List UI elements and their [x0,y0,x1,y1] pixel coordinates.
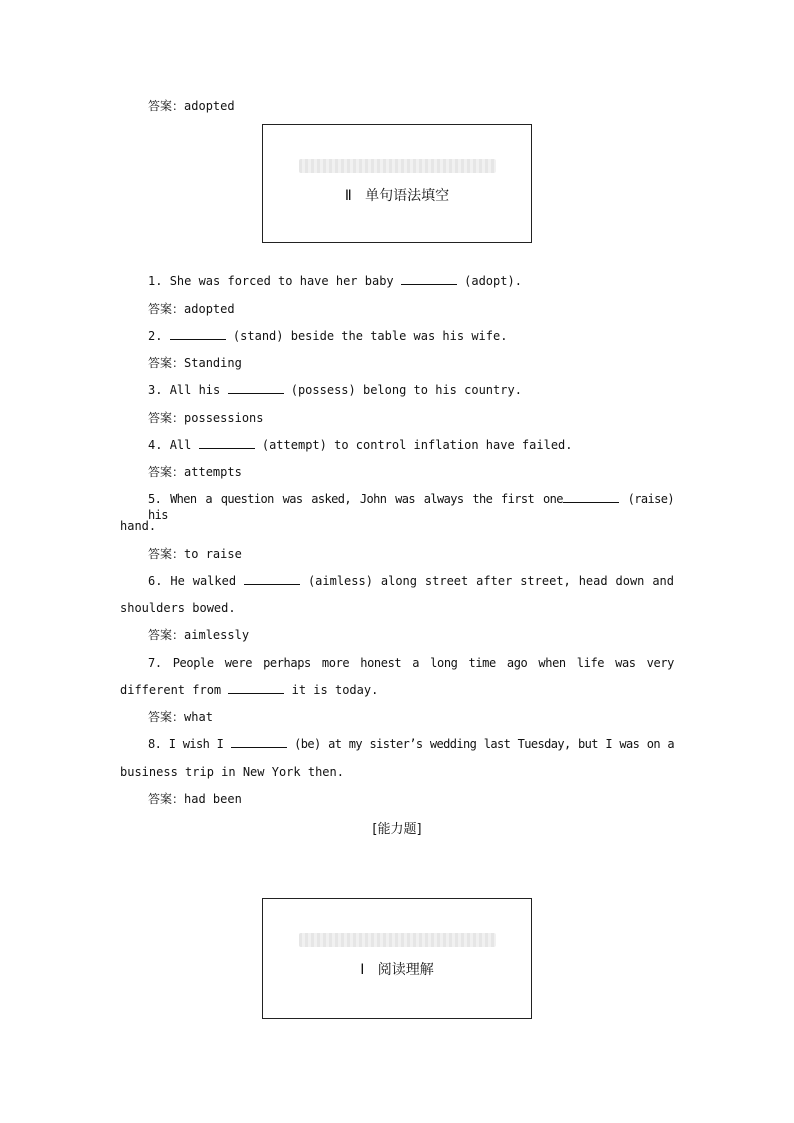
answer-line-6 [148,627,674,643]
answer-label: 答案： [148,411,185,425]
answer-text: had been [184,792,242,806]
answer-label: 答案： [148,465,185,479]
section-title-text: 阅读理解 [377,962,434,978]
answer-line-8 [148,791,674,807]
question-7-cont [120,682,674,698]
answer-text: attempts [184,465,242,479]
question-6 [148,573,674,589]
section-box-grammar [262,124,532,243]
answer-label: 答案： [148,628,185,642]
question-text: I wish I [168,737,224,751]
answer-line-1 [148,301,674,317]
answer-label: 答案： [148,792,185,806]
answer-blank[interactable] [401,273,457,285]
question-text: She was forced to have her baby [169,274,394,288]
question-number: 4. [148,438,163,452]
question-2 [148,328,674,344]
answer-blank[interactable] [563,491,619,503]
section-title-text: 单句语法填空 [365,188,450,204]
question-text: (be) at my sister’s wedding last Tuesday, but I was on a [294,737,675,751]
decorative-bar [299,933,496,947]
answer-text: Standing [184,356,242,370]
question-text: different from [120,683,222,697]
question-text: All his [169,383,221,397]
question-text: it is today. [291,683,379,697]
question-text: (possess) belong to his country. [290,383,522,397]
answer-label: 答案： [148,547,185,561]
question-text: When a question was asked, John was always the first one [170,492,563,506]
answer-line-top [148,98,674,114]
question-number: 6. [148,574,163,588]
answer-label: 答案： [148,302,185,316]
answer-line-4 [148,464,674,480]
answer-blank[interactable] [228,382,284,394]
question-number: 5. [148,492,162,506]
answer-text: adopted [184,99,235,113]
decorative-bar [299,159,496,173]
question-text: (raise) his [148,492,675,522]
question-text: He walked [170,574,237,588]
question-text: All [169,438,192,452]
answer-blank[interactable] [228,682,284,694]
answer-text: possessions [184,411,264,425]
section-numeral: Ⅰ [360,962,365,978]
answer-blank[interactable] [231,736,287,748]
question-5-cont: hand. [120,519,157,533]
question-8-cont: business trip in New York then. [120,765,344,779]
section-box-reading [262,898,532,1019]
question-number: 1. [148,274,163,288]
question-6-cont: shoulders bowed. [120,601,236,615]
question-1 [148,273,674,289]
section-numeral: Ⅱ [344,188,352,204]
answer-text: what [184,710,213,724]
answer-label: 答案： [148,99,185,113]
question-number: 2. [148,329,163,343]
answer-blank[interactable] [244,573,300,585]
answer-blank[interactable] [199,437,255,449]
question-number: 8. [148,737,162,751]
question-number: 7. [148,656,162,670]
question-7 [148,655,674,671]
answer-line-5 [148,546,674,562]
question-3 [148,382,674,398]
question-text: People were perhaps more honest a long time ago when life was very [172,656,674,670]
question-text: (attempt) to control inflation have failed. [261,438,573,452]
answer-line-7 [148,709,674,725]
answer-line-3 [148,410,674,426]
answer-label: 答案： [148,710,185,724]
section-title [263,959,531,979]
question-number: 3. [148,383,163,397]
question-text: (aimless) along street after street, head down and [307,574,674,588]
answer-text: aimlessly [184,628,250,642]
question-8 [148,736,674,752]
answer-blank[interactable] [170,328,226,340]
answer-line-2 [148,355,674,371]
ability-heading: [能力题] [372,822,422,837]
question-text: (adopt). [464,274,522,288]
section-title [263,185,531,205]
answer-text: adopted [184,302,235,316]
answer-text: to raise [184,547,242,561]
question-4 [148,437,674,453]
answer-label: 答案： [148,356,185,370]
question-text: (stand) beside the table was his wife. [232,329,508,343]
